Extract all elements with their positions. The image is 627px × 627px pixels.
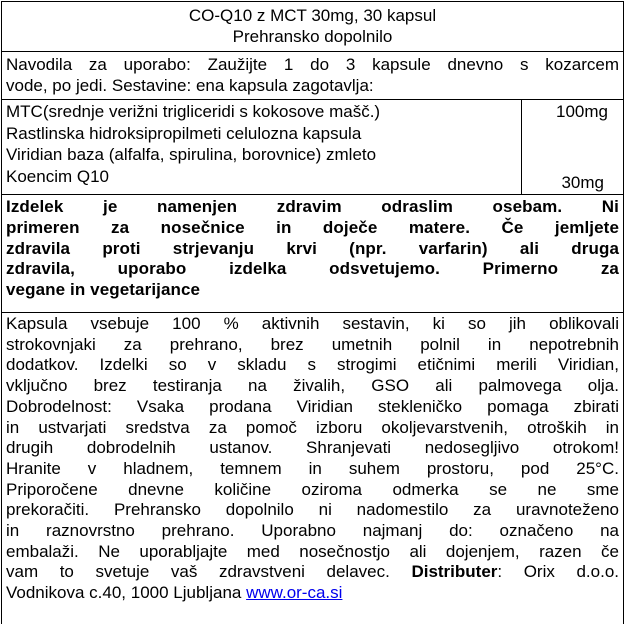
ingredient-item: Rastlinska hidroksipropilmeti celulozna kapsula [6,123,362,143]
info-line: in ustvarjati sredstva za pomoč izboru okoljevarstvenih, otroških in [6,417,619,437]
warning-line: primeren za nosečnice in doječe matere. Če jemljete [6,217,619,237]
info-line: drugih dobrodelnih ustanov. Shranjevati nedosegljivo otrokom! [6,438,619,458]
warning-line: zdravila proti strjevanju krvi (npr. varfarin) ali druga [6,238,619,258]
distributor-label: Distributer [411,562,498,582]
warning-line: Izdelek je namenjen zdravim odraslim osebam. Ni [6,197,619,216]
ingredient-amount-mct: 100mg [556,102,608,121]
distributor-line [6,562,619,583]
warning-section [2,195,623,313]
address-line [6,583,619,604]
info-line: vam to svetuje vaš zdravstveni delavec. [6,562,390,582]
warning-line: vegane in vegetarijance [6,280,201,300]
title-section [2,2,623,52]
info-line: Priporočene dnevne količine oziroma odmerka se ne sme [6,479,619,499]
usage-line: Navodila za uporabo: Zaužijte 1 do 3 kapsule dnevno s kozarcem [6,55,619,74]
distributor-name: : Orix d.o.o. [497,562,619,582]
product-label [1,1,624,624]
usage-section [2,52,623,100]
info-line: embalaži. Ne uporabljajte med nosečnostjo ali dojenjem, razen če [6,541,619,561]
info-line: vključno brez testiranja na živalih, GSO ali palmovega olja. [6,376,619,396]
ingredient-item: Viridian baza (alfalfa, spirulina, borovnice) zmleto [6,145,377,164]
info-line: dodatkov. Izdelki so v skladu s strogimi etičnimi merili Viridian, [6,355,619,375]
ingredient-item: Koencim Q10 [6,166,109,186]
distributor-address: Vodnikova c.40, 1000 Ljubljana [6,583,247,603]
info-line: Kapsula vsebuje 100 % aktivnih sestavin, ki so jih oblikovali [6,314,619,333]
ingredient-amount-q10: 30mg [561,173,604,192]
ingredients-table [2,100,623,195]
info-line: Hranite v hladnem, temnem in suhem prostoru, pod 25°C. [6,458,619,478]
info-line: Dobrodelnost: Vsaka prodana Viridian stekleničko pomaga zbirati [6,396,619,416]
ingredient-names-cell [2,100,522,194]
info-line: prekoračiti. Prehransko dopolnilo ni nadomestilo za uravnoteženo [6,500,619,520]
product-subtitle: Prehransko dopolnilo [232,27,393,46]
website-link[interactable]: www.or-ca.si [246,583,343,603]
info-line: in raznovrstno prehrano. Uporabno najmanj do: označeno na [6,521,619,541]
info-line: strokovnjaki za prehrano, brez umetnih polnil in nepotrebnih [6,334,619,354]
info-section [2,313,623,625]
usage-line: vode, po jedi. Sestavine: ena kapsula zagotavlja: [6,75,374,95]
warning-line: zdravila, uporabo izdelka odsvetujemo. Primerno za [6,259,619,279]
product-title: CO-Q10 z MCT 30mg, 30 kapsul [188,6,437,25]
ingredient-item: MTC(srednje verižni trigliceridi s kokosove mašč.) [6,102,381,121]
